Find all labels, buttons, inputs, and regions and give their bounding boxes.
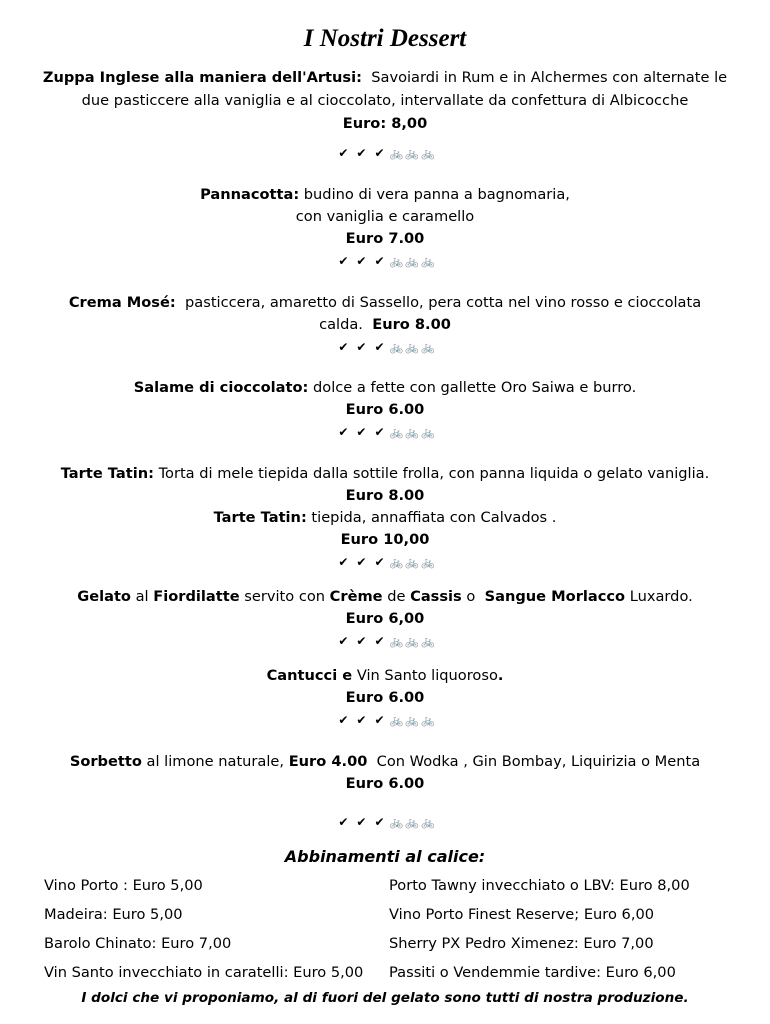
tatin-name: Tarte Tatin: — [60, 465, 154, 482]
crema-price: Euro 8.00 — [372, 316, 451, 333]
pairings-title: Abbinamenti al calice: — [284, 847, 486, 866]
salame-line-1 — [20, 377, 750, 399]
gelato-w4: servito con — [244, 588, 326, 605]
page-title: I Nostri Dessert — [303, 25, 467, 52]
check-icon: ✔ — [338, 555, 349, 569]
salame-rating — [0, 425, 770, 440]
check-icon: ✔ — [374, 254, 385, 268]
check-icon: ✔ — [356, 425, 367, 439]
gelato-w9: Sangue Morlacco — [484, 588, 626, 605]
check-icon: ✔ — [356, 634, 367, 648]
sorbetto-rating — [0, 815, 770, 830]
bicycle-icon: 🚲 — [389, 816, 404, 829]
check-icon: ✔ — [356, 146, 367, 160]
check-icon: ✔ — [338, 634, 349, 648]
check-icon: ✔ — [338, 254, 349, 268]
bicycle-icon: 🚲 — [420, 816, 435, 829]
bicycle-icon: 🚲 — [389, 714, 404, 727]
gelato-w3: Fiordilatte — [153, 588, 240, 605]
tatin-line-2 — [20, 507, 750, 529]
tatin-price-2-line — [20, 529, 750, 551]
tatin-price-2: Euro 10,00 — [340, 531, 430, 548]
pannacotta-desc-2: con vaniglia e caramello — [295, 208, 475, 225]
gelato-rating — [0, 634, 770, 649]
check-icon: ✔ — [338, 815, 349, 829]
cantucci-price: Euro 6.00 — [345, 689, 425, 706]
zuppa-desc-1: Savoiardi in Rum e in Alchermes con alternate le — [371, 69, 728, 86]
sorbetto-w2: al limone naturale, — [146, 753, 285, 770]
bicycle-icon: 🚲 — [405, 816, 419, 829]
pannacotta-line-1 — [20, 184, 750, 206]
pannacotta-rating — [0, 254, 770, 269]
pannacotta-price-line — [20, 228, 750, 250]
pannacotta-desc-1: budino di vera panna a bagnomaria, — [303, 186, 570, 203]
gelato-price-line — [20, 608, 750, 630]
sorbetto-w3: Euro 4.00 — [288, 753, 368, 770]
sorbetto-price: Euro 6.00 — [345, 775, 425, 792]
zuppa-price-line — [20, 113, 750, 135]
bicycle-icon: 🚲 — [389, 635, 404, 648]
pairing-left-2: Madeira: Euro 5,00 — [44, 906, 183, 923]
gelato-w6: de — [387, 588, 406, 605]
pairing-right-2: Vino Porto Finest Reserve; Euro 6,00 — [389, 906, 655, 923]
bicycle-icon: 🚲 — [405, 556, 419, 569]
check-icon: ✔ — [356, 815, 367, 829]
check-icon: ✔ — [338, 340, 349, 354]
zuppa-name: Zuppa Inglese alla maniera dell'Artusi: — [42, 69, 362, 86]
cantucci-rating — [0, 713, 770, 728]
gelato-line-1 — [20, 586, 750, 608]
crema-desc-2: calda. — [319, 316, 363, 333]
gelato-w8: o — [466, 588, 476, 605]
check-icon: ✔ — [374, 555, 385, 569]
check-icon: ✔ — [374, 146, 385, 160]
check-icon: ✔ — [338, 425, 349, 439]
pairing-left-1: Vino Porto : Euro 5,00 — [44, 877, 203, 894]
tatin-name-2: Tarte Tatin: — [213, 509, 307, 526]
gelato-w7: Cassis — [410, 588, 462, 605]
check-icon: ✔ — [338, 146, 349, 160]
gelato-w1: Gelato — [77, 588, 131, 605]
check-icon: ✔ — [338, 713, 349, 727]
check-icon: ✔ — [374, 340, 385, 354]
bicycle-icon: 🚲 — [420, 635, 435, 648]
crema-rating — [0, 340, 770, 355]
tatin-line-1 — [20, 463, 750, 485]
bicycle-icon: 🚲 — [420, 556, 435, 569]
crema-name: Crema Mosé: — [68, 294, 176, 311]
check-icon: ✔ — [374, 425, 385, 439]
tatin-price-line — [20, 485, 750, 507]
salame-name: Salame di cioccolato: — [133, 379, 309, 396]
bicycle-icon: 🚲 — [420, 255, 435, 268]
bicycle-icon: 🚲 — [389, 147, 404, 160]
pairing-left-3: Barolo Chinato: Euro 7,00 — [44, 935, 232, 952]
gelato-w10: Luxardo. — [629, 588, 693, 605]
cantucci-w3: . — [497, 667, 504, 684]
bicycle-icon: 🚲 — [405, 147, 419, 160]
gelato-price: Euro 6,00 — [345, 610, 425, 627]
cantucci-w1: Cantucci e — [266, 667, 353, 684]
check-icon: ✔ — [374, 634, 385, 648]
check-icon: ✔ — [356, 713, 367, 727]
bicycle-icon: 🚲 — [389, 556, 404, 569]
check-icon: ✔ — [374, 815, 385, 829]
salame-price: Euro 6.00 — [345, 401, 425, 418]
zuppa-price: Euro: 8,00 — [342, 115, 428, 132]
sorbetto-line-1 — [20, 751, 750, 773]
bicycle-icon: 🚲 — [405, 426, 419, 439]
check-icon: ✔ — [356, 340, 367, 354]
sorbetto-w1: Sorbetto — [69, 753, 142, 770]
pannacotta-price: Euro 7.00 — [345, 230, 425, 247]
bicycle-icon: 🚲 — [389, 426, 404, 439]
tatin-desc-2: tiepida, annaffiata con Calvados . — [311, 509, 557, 526]
gelato-w5: Crème — [329, 588, 383, 605]
bicycle-icon: 🚲 — [420, 341, 435, 354]
tatin-rating — [0, 555, 770, 570]
bicycle-icon: 🚲 — [389, 341, 404, 354]
footer-note: I dolci che vi proponiamo, al di fuori del gelato sono tutti di nostra produzione. — [81, 990, 689, 1006]
sorbetto-price-line — [20, 773, 750, 795]
bicycle-icon: 🚲 — [405, 635, 419, 648]
pairing-right-1: Porto Tawny invecchiato o LBV: Euro 8,00 — [389, 877, 690, 894]
tatin-price: Euro 8.00 — [345, 487, 425, 504]
pannacotta-name: Pannacotta: — [200, 186, 300, 203]
bicycle-icon: 🚲 — [405, 341, 419, 354]
check-icon: ✔ — [374, 713, 385, 727]
pairing-right-3: Sherry PX Pedro Ximenez: Euro 7,00 — [389, 935, 654, 952]
zuppa-line-1 — [20, 67, 750, 89]
crema-line-1 — [20, 292, 750, 314]
cantucci-price-line — [20, 687, 750, 709]
bicycle-icon: 🚲 — [405, 255, 419, 268]
sorbetto-w4: Con Wodka , Gin Bombay, Liquirizia o Menta — [376, 753, 701, 770]
pairing-right-4: Passiti o Vendemmie tardive: Euro 6,00 — [389, 964, 676, 981]
salame-desc: dolce a fette con gallette Oro Saiwa e burro. — [313, 379, 637, 396]
cantucci-line-1 — [20, 665, 750, 687]
bicycle-icon: 🚲 — [389, 255, 404, 268]
zuppa-rating — [0, 146, 770, 161]
crema-desc-1: pasticcera, amaretto di Sassello, pera cotta nel vino rosso e cioccolata — [185, 294, 702, 311]
zuppa-desc-2: due pasticcere alla vaniglia e al cioccolato, intervallate da confettura di Albicocche — [81, 92, 689, 109]
bicycle-icon: 🚲 — [420, 714, 435, 727]
salame-price-line — [20, 399, 750, 421]
crema-line-2 — [20, 314, 750, 336]
gelato-w2: al — [135, 588, 149, 605]
pairing-left-4: Vin Santo invecchiato in caratelli: Euro 5,00 — [44, 964, 364, 981]
bicycle-icon: 🚲 — [420, 147, 435, 160]
bicycle-icon: 🚲 — [405, 714, 419, 727]
check-icon: ✔ — [356, 254, 367, 268]
check-icon: ✔ — [356, 555, 367, 569]
bicycle-icon: 🚲 — [420, 426, 435, 439]
tatin-desc: Torta di mele tiepida dalla sottile frolla, con panna liquida o gelato vaniglia. — [158, 465, 710, 482]
cantucci-w2: Vin Santo liquoroso — [356, 667, 498, 684]
